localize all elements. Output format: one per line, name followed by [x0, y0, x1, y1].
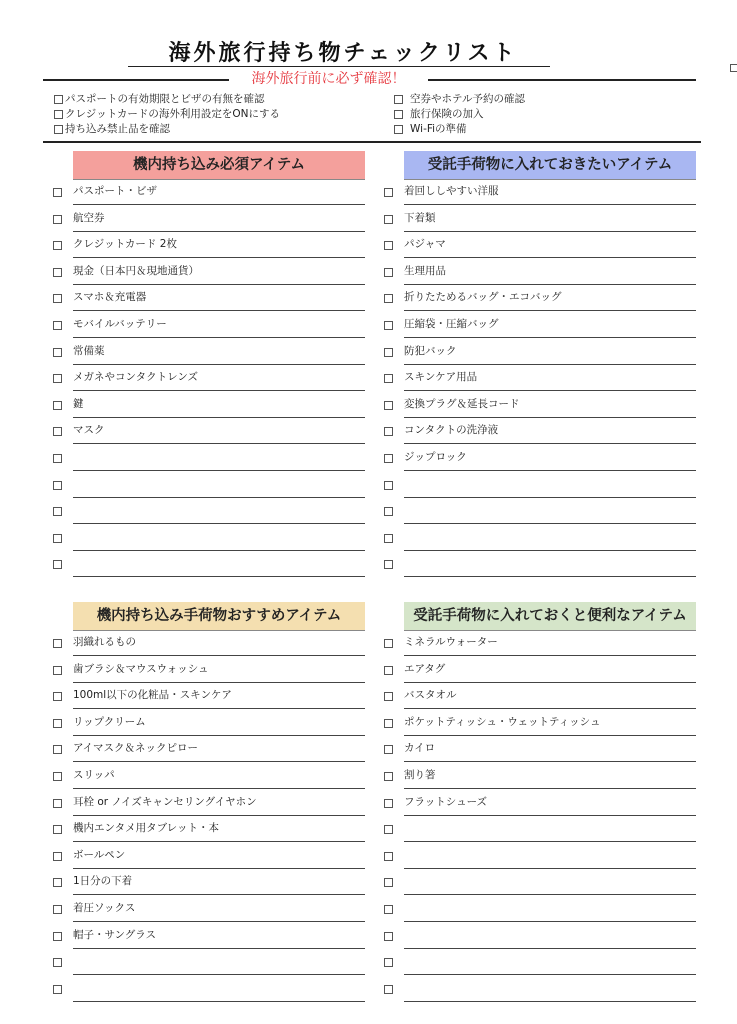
checkbox-icon[interactable]: [53, 958, 62, 967]
checklist-item-label: 帽子・サングラス: [73, 923, 365, 949]
checklist-item-label: [404, 472, 696, 498]
checkbox-icon[interactable]: [384, 639, 393, 648]
checkbox-icon[interactable]: [384, 825, 393, 834]
checkbox-icon[interactable]: [53, 932, 62, 941]
checklist-item-label: [73, 949, 365, 975]
checklist-row[interactable]: [384, 976, 696, 1003]
checkbox-icon[interactable]: [384, 799, 393, 808]
checklist-item-label: [73, 551, 365, 577]
checkbox-icon[interactable]: [384, 507, 393, 516]
checkbox-icon[interactable]: [53, 294, 62, 303]
checkbox-icon[interactable]: [384, 215, 393, 224]
checklist-row[interactable]: [53, 683, 365, 710]
checklist-item-label: 羽織れるもの: [73, 630, 365, 656]
checklist-row[interactable]: [53, 339, 365, 366]
checklist-item-label: [404, 869, 696, 895]
checklist-item-label: マスク: [73, 418, 365, 444]
checklist-row[interactable]: [384, 472, 696, 499]
checklist-item-label: 防犯バック: [404, 339, 696, 365]
checkbox-icon[interactable]: [53, 878, 62, 887]
checklist-item-label: 折りたためるバッグ・エコバッグ: [404, 285, 696, 311]
checklist-item-label: [73, 525, 365, 551]
checkbox-icon[interactable]: [53, 348, 62, 357]
checkbox-icon[interactable]: [384, 905, 393, 914]
checkbox-icon[interactable]: [394, 95, 403, 104]
checklist: [53, 179, 365, 578]
checkbox-icon[interactable]: [53, 799, 62, 808]
title-underline: [128, 66, 550, 67]
checkbox-icon[interactable]: [384, 294, 393, 303]
checkbox-icon[interactable]: [54, 95, 63, 104]
pre-departure-label: 持ち込み禁止品を確認: [65, 123, 170, 135]
checkbox-icon[interactable]: [384, 321, 393, 330]
checklist-item-label: パスポート・ビザ: [73, 179, 365, 205]
checklist-item-label: [73, 498, 365, 524]
checklist-row[interactable]: [53, 179, 365, 206]
checkbox-icon[interactable]: [384, 692, 393, 701]
checklist-row[interactable]: [53, 392, 365, 419]
checklist-item-label: スマホ＆充電器: [73, 285, 365, 311]
checklist-item-label: [404, 498, 696, 524]
checklist-item-label: ミネラルウォーター: [404, 630, 696, 656]
checklist-item-label: [404, 551, 696, 577]
checklist-item-label: パジャマ: [404, 232, 696, 258]
section-header: 機内持ち込み手荷物おすすめアイテム: [73, 602, 365, 631]
checkbox-icon[interactable]: [384, 878, 393, 887]
checklist-row[interactable]: [384, 285, 696, 312]
checkbox-icon[interactable]: [384, 932, 393, 941]
checklist-item-label: [404, 976, 696, 1002]
page-subtitle: 海外旅行前に必ず確認！: [251, 71, 406, 87]
checklist-item-label: 機内エンタメ用タブレット・本: [73, 816, 365, 842]
pre-departure-item[interactable]: [394, 122, 525, 137]
checklist-row[interactable]: [53, 498, 365, 525]
pre-departure-item[interactable]: [54, 107, 280, 122]
checklist-row[interactable]: [53, 896, 365, 923]
checklist-row[interactable]: [384, 179, 696, 206]
pre-departure-item[interactable]: [54, 122, 280, 137]
checkbox-icon[interactable]: [53, 241, 62, 250]
checkbox-icon[interactable]: [384, 348, 393, 357]
checklist: [53, 630, 365, 1002]
checkbox-icon[interactable]: [53, 772, 62, 781]
checklist-row[interactable]: [384, 418, 696, 445]
checklist-item-label: [73, 445, 365, 471]
checklist-item-label: エアタグ: [404, 657, 696, 683]
checkbox-icon[interactable]: [384, 401, 393, 410]
checklist-row[interactable]: [384, 498, 696, 525]
checklist-item-label: モバイルバッテリー: [73, 312, 365, 338]
checklist-item-label: [73, 472, 365, 498]
checklist: [384, 630, 696, 1002]
checkbox-icon[interactable]: [53, 507, 62, 516]
checkbox-icon[interactable]: [53, 719, 62, 728]
checkbox-icon[interactable]: [384, 666, 393, 675]
checklist-row[interactable]: [53, 710, 365, 737]
checkbox-icon[interactable]: [53, 639, 62, 648]
checklist-item-label: フラットシューズ: [404, 790, 696, 816]
checklist-row[interactable]: [53, 259, 365, 286]
checkbox-icon[interactable]: [384, 188, 393, 197]
checklist-row[interactable]: [384, 525, 696, 552]
checklist-item-label: [404, 949, 696, 975]
checklist-item-label: 100ml以下の化粧品・スキンケア: [73, 683, 365, 709]
checkbox-icon[interactable]: [394, 125, 403, 134]
checkbox-icon[interactable]: [384, 560, 393, 569]
checklist-row[interactable]: [53, 657, 365, 684]
pre-departure-label: Wi-Fiの準備: [410, 123, 467, 135]
checklist-row[interactable]: [53, 206, 365, 233]
section-header: 受託手荷物に入れておくと便利なアイテム: [404, 602, 696, 631]
checkbox-icon[interactable]: [384, 958, 393, 967]
checklist-item-label: スキンケア用品: [404, 365, 696, 391]
checklist-item-label: 生理用品: [404, 259, 696, 285]
checklist-row[interactable]: [53, 285, 365, 312]
checklist-row[interactable]: [384, 736, 696, 763]
checkbox-icon[interactable]: [53, 852, 62, 861]
checklist-item-label: スリッパ: [73, 763, 365, 789]
pre-departure-item[interactable]: [394, 92, 525, 107]
checkbox-icon[interactable]: [53, 745, 62, 754]
section-header: 機内持ち込み必須アイテム: [73, 151, 365, 180]
checkbox-icon[interactable]: [53, 481, 62, 490]
checkbox-icon[interactable]: [53, 534, 62, 543]
checklist-row[interactable]: [53, 418, 365, 445]
checklist-item-label: クレジットカード 2枚: [73, 232, 365, 258]
checkbox-icon[interactable]: [53, 401, 62, 410]
checklist-item-label: 変換プラグ＆延長コード: [404, 392, 696, 418]
checkbox-icon[interactable]: [53, 692, 62, 701]
checklist-item-label: カイロ: [404, 736, 696, 762]
corner-checkbox-icon: [730, 64, 737, 72]
checklist-row[interactable]: [53, 763, 365, 790]
checkbox-icon[interactable]: [53, 825, 62, 834]
checklist-item-label: 歯ブラシ＆マウスウォッシュ: [73, 657, 365, 683]
checkbox-icon[interactable]: [53, 427, 62, 436]
checklist-row[interactable]: [53, 923, 365, 950]
checklist-item-label: 耳栓 or ノイズキャンセリングイヤホン: [73, 790, 365, 816]
checklist-row[interactable]: [384, 869, 696, 896]
pre-departure-label: パスポートの有効期限とビザの有無を確認: [65, 93, 265, 105]
checklist-item-label: [404, 843, 696, 869]
checklist-row[interactable]: [53, 736, 365, 763]
checklist-row[interactable]: [53, 312, 365, 339]
checkbox-icon[interactable]: [384, 268, 393, 277]
checklist-row[interactable]: [53, 472, 365, 499]
pre-departure-right-list: [394, 92, 525, 137]
checklist-item-label: 常備薬: [73, 339, 365, 365]
checklist-row[interactable]: [53, 843, 365, 870]
subtitle-rule-right: [428, 79, 696, 81]
checklist-item-label: 着圧ソックス: [73, 896, 365, 922]
checkbox-icon[interactable]: [53, 268, 62, 277]
checklist-item-label: メガネやコンタクトレンズ: [73, 365, 365, 391]
checklist-row[interactable]: [53, 232, 365, 259]
checklist-item-label: [404, 923, 696, 949]
checklist-item-label: 着回ししやすい洋服: [404, 179, 696, 205]
checkbox-icon[interactable]: [384, 852, 393, 861]
checkbox-icon[interactable]: [384, 719, 393, 728]
checklist-row[interactable]: [384, 365, 696, 392]
checklist-row[interactable]: [384, 763, 696, 790]
checkbox-icon[interactable]: [384, 374, 393, 383]
checklist-row[interactable]: [384, 790, 696, 817]
checkbox-icon[interactable]: [384, 985, 393, 994]
pre-departure-label: 空券やホテル予約の確認: [410, 93, 525, 105]
checklist-item-label: 航空券: [73, 206, 365, 232]
checkbox-icon[interactable]: [384, 745, 393, 754]
checklist-item-label: リップクリーム: [73, 710, 365, 736]
checklist-item-label: [404, 896, 696, 922]
section-header: 受託手荷物に入れておきたいアイテム: [404, 151, 696, 180]
checklist-item-label: [404, 525, 696, 551]
checkbox-icon[interactable]: [384, 427, 393, 436]
checklist-row[interactable]: [53, 551, 365, 578]
checklist-row[interactable]: [384, 843, 696, 870]
checklist-row[interactable]: [384, 657, 696, 684]
checklist-row[interactable]: [384, 392, 696, 419]
checklist-row[interactable]: [384, 816, 696, 843]
checkbox-icon[interactable]: [384, 772, 393, 781]
checklist-row[interactable]: [53, 525, 365, 552]
checklist-item-label: バスタオル: [404, 683, 696, 709]
pre-departure-item[interactable]: [54, 92, 280, 107]
checklist-row[interactable]: [53, 816, 365, 843]
checkbox-icon[interactable]: [53, 188, 62, 197]
checklist-item-label: ジップロック: [404, 445, 696, 471]
checklist-row[interactable]: [53, 630, 365, 657]
checkbox-icon[interactable]: [53, 560, 62, 569]
checklist-row[interactable]: [53, 949, 365, 976]
checklist-row[interactable]: [53, 869, 365, 896]
checklist-item-label: ボールペン: [73, 843, 365, 869]
checklist-row[interactable]: [384, 232, 696, 259]
checkbox-icon[interactable]: [53, 321, 62, 330]
checklist-item-label: 割り箸: [404, 763, 696, 789]
checklist: [384, 179, 696, 578]
checklist-item-label: コンタクトの洗浄液: [404, 418, 696, 444]
checklist-item-label: 1日分の下着: [73, 869, 365, 895]
checklist-item-label: 圧縮袋・圧縮バッグ: [404, 312, 696, 338]
checklist-item-label: ポケットティッシュ・ウェットティッシュ: [404, 710, 696, 736]
checklist-row[interactable]: [384, 630, 696, 657]
checklist-row[interactable]: [384, 259, 696, 286]
pre-departure-label: 旅行保険の加入: [410, 108, 484, 120]
pre-departure-left-list: [54, 92, 280, 137]
checklist-row[interactable]: [384, 923, 696, 950]
checklist-row[interactable]: [384, 339, 696, 366]
checklist-item-label: [404, 816, 696, 842]
checklist-row[interactable]: [53, 365, 365, 392]
checkbox-icon[interactable]: [384, 241, 393, 250]
checklist-row[interactable]: [384, 445, 696, 472]
checklist-item-label: アイマスク＆ネックピロー: [73, 736, 365, 762]
checkbox-icon[interactable]: [54, 110, 63, 119]
checklist-row[interactable]: [384, 949, 696, 976]
page-title: 海外旅行持ち物チェックリスト: [168, 41, 518, 66]
checkbox-icon[interactable]: [394, 110, 403, 119]
checklist-row[interactable]: [53, 790, 365, 817]
pre-departure-label: クレジットカードの海外利用設定をONにする: [65, 108, 281, 120]
checkbox-icon[interactable]: [53, 905, 62, 914]
pre-departure-item[interactable]: [394, 107, 525, 122]
checklist-row[interactable]: [384, 206, 696, 233]
checklist-item-label: 現金（日本円＆現地通貨）: [73, 259, 365, 285]
header-divider: [43, 141, 701, 143]
checklist-row[interactable]: [384, 683, 696, 710]
checklist-row[interactable]: [384, 312, 696, 339]
checklist-row[interactable]: [384, 710, 696, 737]
checklist-row[interactable]: [384, 551, 696, 578]
checklist-item-label: 下着類: [404, 206, 696, 232]
checkbox-icon[interactable]: [54, 125, 63, 134]
checklist-item-label: [73, 976, 365, 1002]
checkbox-icon[interactable]: [384, 534, 393, 543]
checklist-row[interactable]: [53, 976, 365, 1003]
checkbox-icon[interactable]: [384, 481, 393, 490]
checklist-row[interactable]: [384, 896, 696, 923]
checklist-item-label: 鍵: [73, 392, 365, 418]
checkbox-icon[interactable]: [53, 985, 62, 994]
subtitle-rule-left: [43, 79, 229, 81]
checkbox-icon[interactable]: [53, 454, 62, 463]
checklist-row[interactable]: [53, 445, 365, 472]
checkbox-icon[interactable]: [53, 374, 62, 383]
checkbox-icon[interactable]: [53, 215, 62, 224]
checkbox-icon[interactable]: [53, 666, 62, 675]
checkbox-icon[interactable]: [384, 454, 393, 463]
